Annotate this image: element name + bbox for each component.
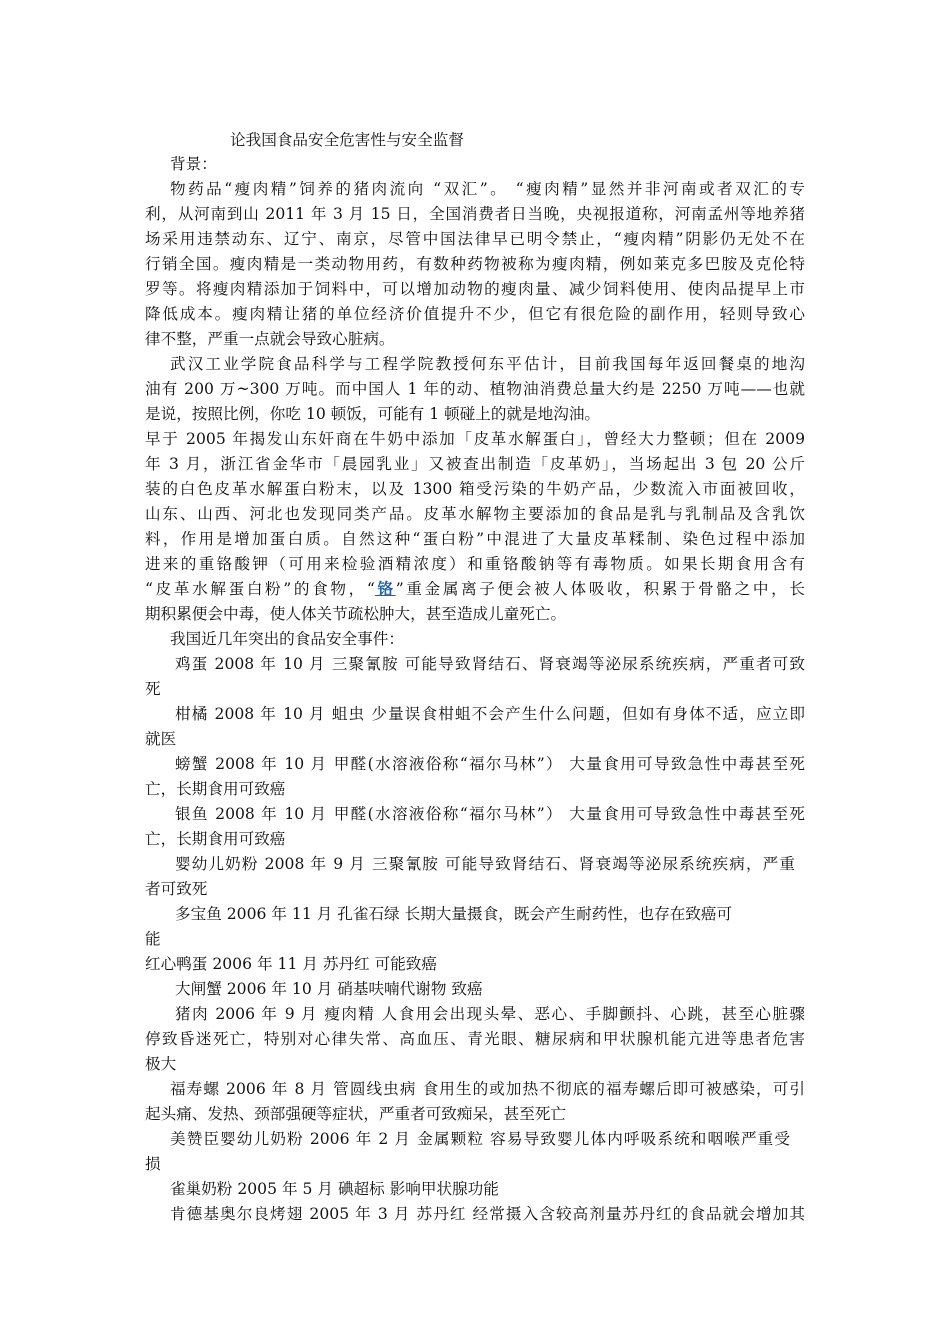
para1-line: 场采用违禁动东、辽宁、南京，尽管中国法律早已明令禁止，“瘦肉精”阴影仍无处不在 [145,230,805,248]
event-line: 就医 [145,730,177,748]
event-line: 雀巢奶粉 2005 年 5 月 碘超标 影响甲状腺功能 [170,1180,499,1198]
event-line: 银鱼 2008 年 10 月 甲醛(水溶液俗称“福尔马林”） 大量食用可导致急性中毒甚至死 [175,805,805,823]
para1-line: 律不整，严重一点就会导致心脏病。 [145,330,395,348]
para3-line: 料，作用是增加蛋白质。自然这种“蛋白粉”中混进了大量皮革糅制、染色过程中添加 [145,530,805,548]
para3-text: “皮革水解蛋白粉”的食物，“ [145,580,375,598]
event-line: 能 [145,930,161,948]
event-line: 停致昏迷死亡，特别对心律失常、高血压、青光眼、糖尿病和甲状腺机能亢进等患者危害 [145,1030,805,1048]
chromium-link[interactable]: 铬 [374,579,396,598]
para3-text: ”重金属离子便会被人体吸收，积累于骨骼之中，长 [395,580,805,598]
para3-line: 进来的重铬酸钾（可用来检验酒精浓度）和重铬酸钠等有毒物质。如果长期食用含有 [145,555,805,573]
event-line: 损 [145,1155,161,1173]
event-line: 福寿螺 2006 年 8 月 管圆线虫病 食用生的或加热不彻底的福寿螺后即可被感染，可引 [170,1080,805,1098]
event-line: 大闸蟹 2006 年 10 月 硝基呋喃代谢物 致癌 [175,980,483,998]
event-line: 死 [145,680,161,698]
event-line: 婴幼儿奶粉 2008 年 9 月 三聚氰胺 可能导致肾结石、肾衰竭等泌尿系统疾病，严重 [175,855,795,873]
para3-line: 山东、山西、河北也发现同类产品。皮革水解物主要添加的食品是乳与乳制品及含乳饮 [145,505,805,523]
para3-line: 年 3 月，浙江省金华市「晨园乳业」又被查出制造「皮革奶」，当场起出 3 包 20 公斤 [145,455,805,473]
event-line: 肯德基奥尔良烤翅 2005 年 3 月 苏丹红 经常摄入含较高剂量苏丹红的食品就会增加其 [170,1205,805,1223]
para2-line: 武汉工业学院食品科学与工程学院教授何东平估计，目前我国每年返回餐桌的地沟 [170,355,805,373]
event-line: 极大 [145,1055,177,1073]
event-line: 红心鸭蛋 2006 年 11 月 苏丹红 可能致癌 [145,955,437,973]
background-label: 背景： [170,155,217,173]
para1-line: 物药品“瘦肉精”饲养的猪肉流向 “双汇”。 “瘦肉精”显然并非河南或者双汇的专 [170,180,805,198]
event-line: 亡，长期食用可致癌 [145,780,286,798]
event-line: 亡，长期食用可致癌 [145,830,286,848]
event-line: 螃蟹 2008 年 10 月 甲醛(水溶液俗称“福尔马林”） 大量食用可导致急性中毒甚至死 [175,755,805,773]
para3-line: 装的白色皮革水解蛋白粉末，以及 1300 箱受污染的牛奶产品，少数流入市面被回收， [145,480,805,498]
para3-line: 早于 2005 年揭发山东奸商在牛奶中添加「皮革水解蛋白」，曾经大力整顿；但在 2009 [145,430,805,448]
event-line: 美赞臣婴幼儿奶粉 2006 年 2 月 金属颗粒 容易导致婴儿体内呼吸系统和咽喉严重受 [170,1130,790,1148]
events-heading: 我国近几年突出的食品安全事件： [170,630,404,648]
document-title: 论我国食品安全危害性与安全监督 [230,131,464,149]
para2-line: 油有 200 万~300 万吨。而中国人 1 年的动、植物油消费总量大约是 2250 万吨——也就 [145,380,805,398]
para1-line: 利，从河南到山 2011 年 3 月 15 日，全国消费者日当晚，央视报道称，河南孟州等地养猪 [145,205,805,223]
event-line: 起头痛、发热、颈部强硬等症状，严重者可致痴呆，甚至死亡 [145,1105,567,1123]
para2-line: 是说，按照比例，你吃 10 顿饭，可能有 1 顿碰上的就是地沟油。 [145,405,601,423]
para1-line: 行销全国。瘦肉精是一类动物用药，有数种药物被称为瘦肉精，例如莱克多巴胺及克伦特 [145,255,805,273]
event-line: 者可致死 [145,880,208,898]
event-line: 猪肉 2006 年 9 月 瘦肉精 人食用会出现头晕、恶心、手脚颤抖、心跳，甚至心脏骤 [175,1005,805,1023]
event-line: 柑橘 2008 年 10 月 蛆虫 少量误食柑蛆不会产生什么问题，但如有身体不适，应立即 [175,705,805,723]
event-line: 鸡蛋 2008 年 10 月 三聚氰胺 可能导致肾结石、肾衰竭等泌尿系统疾病，严重者可致 [175,655,805,673]
para3-line: 期积累便会中毒，使人体关节疏松肿大，甚至造成儿童死亡。 [145,605,567,623]
para3-line-with-link [145,577,805,601]
event-line: 多宝鱼 2006 年 11 月 孔雀石绿 长期大量摄食，既会产生耐药性，也存在致癌可 [175,905,733,923]
para1-line: 罗等。将瘦肉精添加于饲料中，可以增加动物的瘦肉量、减少饲料使用、使肉品提早上市 [145,280,805,298]
para1-line: 降低成本。瘦肉精让猪的单位经济价值提升不少，但它有很危险的副作用，轻则导致心 [145,305,805,323]
